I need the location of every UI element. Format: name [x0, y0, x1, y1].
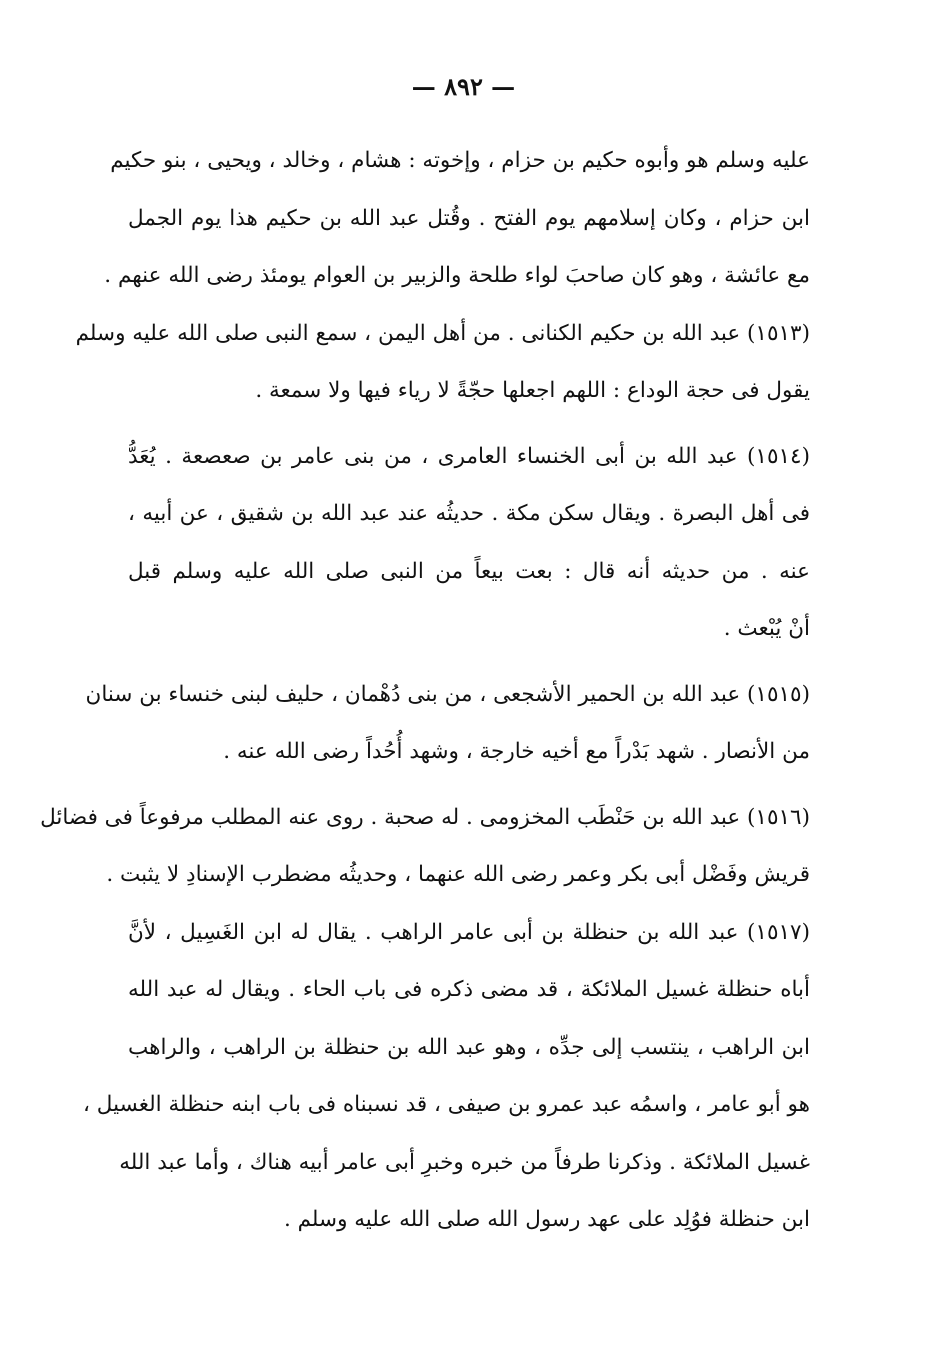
- text-line: (١٥١٥) عبد الله بن الحمير الأشجعى ، من بنى دُهْمان ، حليف لبنى خنساء بن سنان: [85, 681, 810, 707]
- text-line: (١٥١٣) عبد الله بن حكيم الكنانى . من أهل اليمن ، سمع النبى صلى الله عليه وسلم: [75, 320, 810, 346]
- entry-continuation: [104, 132, 810, 305]
- text-line: (١٥١٧) عبد الله بن حنظلة بن أبى عامر الراهب . يقال له ابن الغَسِيل ، لأنَّ: [128, 919, 810, 945]
- text-line: عليه وسلم هو وأبوه حكيم بن حزام ، وإخوته : هشام ، وخالد ، ويحيى ، بنو حكيم: [110, 148, 810, 173]
- text-line: أباه حنظلة غسيل الملائكة ، قد مضى ذكره فى باب الحاء . ويقال له عبد الله: [128, 977, 810, 1002]
- text-line: (١٥١٦) عبد الله بن حَنْطَب المخزومى . له صحبة . روى عنه المطلب مرفوعاً فى فضائل: [40, 804, 810, 830]
- entry-1515: [85, 666, 810, 781]
- entry-1514: [128, 428, 810, 658]
- text-line: مع عائشة ، وهو كان صاحبَ لواء طلحة والزبير بن العوام يومئذ رضى الله عنهم .: [104, 263, 810, 288]
- page-number: — ٨٩٢ —: [411, 72, 516, 101]
- text-line: يقول فى حجة الوداع : اللهم اجعلها حجّةً لا رياء فيها ولا سمعة .: [255, 378, 810, 403]
- entry-1516: [40, 789, 810, 904]
- text-line: (١٥١٤) عبد الله بن أبى الخنساء العامرى ، من بنى عامر بن صعصعة . يُعَدُّ: [128, 443, 810, 469]
- text-line: غسيل الملائكة . وذكرنا طرفاً من خبره وخبرِ أبى عامر أبيه هناك ، وأما عبد الله: [119, 1149, 810, 1175]
- text-line: ابن حزام ، وكان إسلامهم يوم الفتح . وقُتل عبد الله بن حكيم هذا يوم الجمل: [128, 205, 810, 231]
- text-line: من الأنصار . شهد بَدْراً مع أخيه خارجة ، وشهد أُحُداً رضى الله عنه .: [223, 739, 810, 764]
- text-line: هو أبو عامر ، واسمُه عبد عمرو بن صيفى ، قد نسبناه فى باب ابنه حنظلة الغسيل ،: [83, 1092, 810, 1117]
- text-line: ابن الراهب ، ينتسب إلى جدِّه ، وهو عبد الله بن حنظلة بن الراهب ، والراهب: [128, 1034, 810, 1060]
- text-line: فى أهل البصرة . ويقال سكن مكة . حديثُه عند عبد الله بن شقيق ، عن أبيه ،: [128, 501, 810, 526]
- text-line: ابن حنظلة فوُلِد على عهد رسول الله صلى الله عليه وسلم .: [283, 1207, 810, 1232]
- entry-1513: [75, 305, 810, 420]
- text-line: أنْ يُبْعث .: [723, 616, 810, 641]
- entry-1517: [83, 904, 810, 1249]
- text-line: عنه . من حديثه أنه قال : بعت بيعاً من النبى صلى الله عليه وسلم قبل: [128, 558, 810, 584]
- text-line: قريش وفَضْل أبى بكر وعمر رضى الله عنهما ، وحديثُه مضطرب الإسنادِ لا يثبت .: [106, 862, 810, 887]
- page-body: [40, 132, 810, 1249]
